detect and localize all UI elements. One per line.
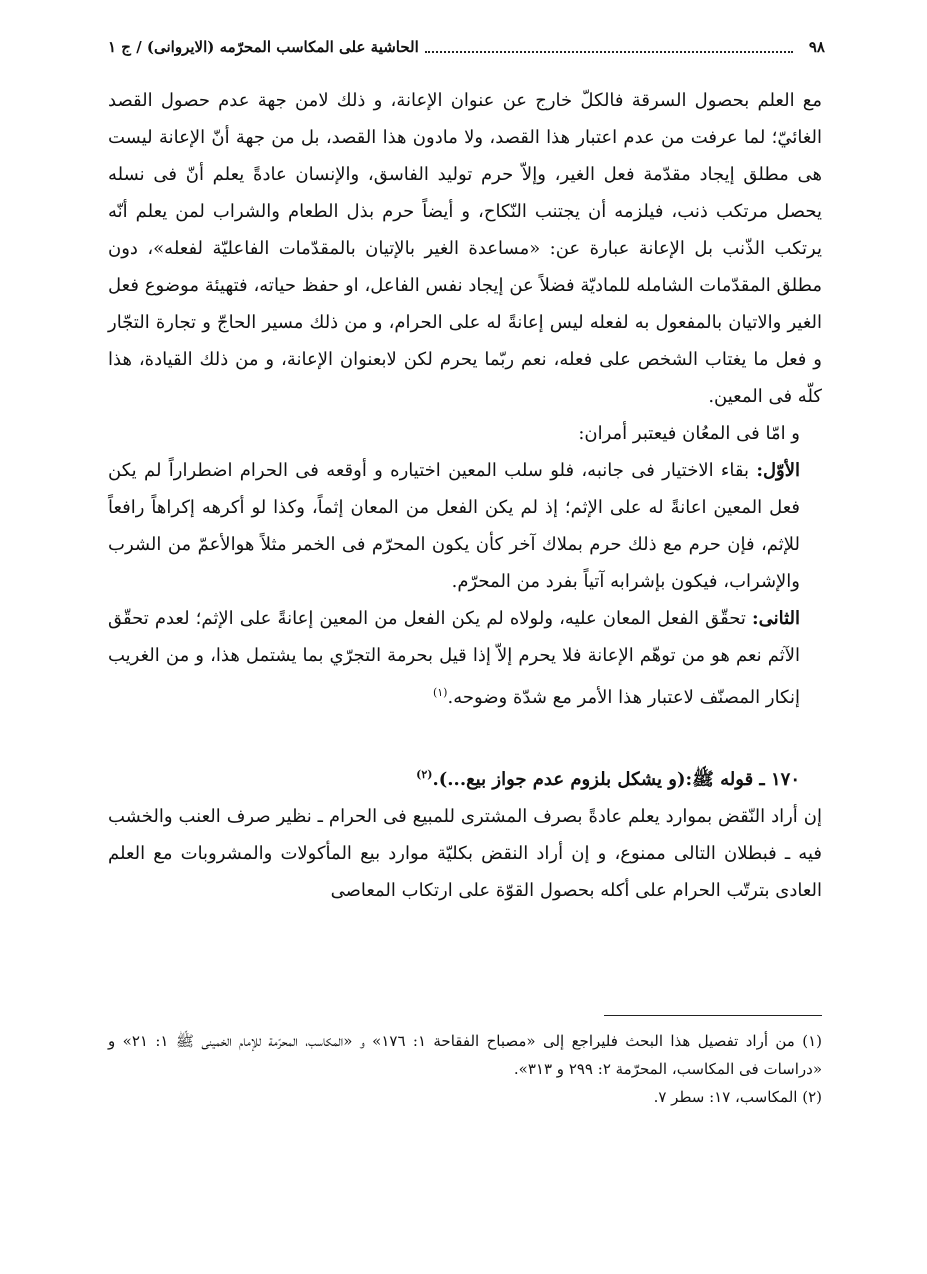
footnotes — [108, 1027, 822, 1111]
running-header — [108, 34, 825, 60]
header-dot-leader — [425, 41, 793, 53]
lead-first: الأوّل: — [756, 460, 800, 481]
paragraph-second-condition: الثانى: تحقّق الفعل المعان عليه، ولولاه لم يكن الفعل من المعين إعانةً على الإثم؛ لعدم تحقّق الآثم نعم هو من توهّم الإعانة فلا يحرم إلاّ إذا قيل بحرمة التجرّي بما يشتمل هذا، و من الغريب إنكار المصنّف لاعتبار هذا الأمر مع شدّة وضوحه.$^{(١)}$ — [108, 608, 801, 708]
footnote-ref-1: (١) — [432, 686, 448, 699]
paragraph-muan: و امّا فى المعُان فيعتبر أمران: — [578, 423, 800, 444]
paragraph-naqd: إن أراد النّقض بموارد يعلم عادةً بصرف المشترى للمبيع فى الحرام ـ نظير صرف العنب والخشب فيه ـ فبطلان التالى ممنوع، و إن أراد النقض بكليّة موارد بيع المأكولات والمشروبات مع العلم العادى بترتّب الحرام على أكله بحصول القوّة على ارتكاب المعاصى — [108, 806, 822, 901]
page-number: ٩٨ — [808, 38, 825, 56]
section-gap — [108, 716, 822, 756]
paragraph-intro: مع العلم بحصول السرقة فالكلّ خارج عن عنوان الإعانة، و ذلك لامن جهة عدم حصول القصد الغائيّ؛ لما عرفت من عدم اعتبار هذا القصد، ولا مادون هذا القصد، بل من جهة أنّ الإعانة ليست هى مطلق إيجاد مقدّمة فعل الغير، وإلاّ حرم توليد الفاسق، والإنسان عادةً يعلم أنّ فى نسله يحصل مرتكب ذنب، فيلزمه أن يجتنب النّكاح، و أيضاً حرم بذل الطعام والشراب لمن يعلم أنّه يرتكب الذّنب بل الإعانة عبارة عن: «مساعدة الغير بالإتيان بالمقدّمات الفاعليّة لفعله»، دون مطلق المقدّمات الشامله للماديّة فضلاً عن إيجاد نفس الفاعل، او حفظ حياته، فتهيئة موضوع فعل الغير والاتيان بالمفعول به لفعله ليس إعانةً له على الحرام، و من ذلك مسير الحاجّ و تجارة التجّار و فعل ما يغتاب الشخص على فعله، نعم ربّما يحرم لكن لابعنوان الإعانة، و من ذلك القيادة، هذا كلّه فى المعين. — [108, 90, 823, 407]
main-text — [108, 82, 822, 909]
footnote-1: (١) من أراد تفصيل هذا البحث فليراجع إلى «مصباح الفقاحة ١: ١٧٦» و «المكاسب، المحرّمة للإمام الخمينى ﷺ ١: ٢١» و «دراسات فى المكاسب، المحرّمة ٢: ٢٩٩ و ٣١٣». — [108, 1032, 822, 1078]
section-heading: ١٧٠ ـ قوله ﷺ:(و يشكل بلزوم عدم جواز بيع...).$^{(٢)}$ — [416, 768, 800, 790]
header-title: الحاشية على المكاسب المحرّمه (الايروانى) / ج ١ — [108, 38, 419, 56]
footnote-separator — [604, 1015, 822, 1016]
footnote-ref-2: (٢) — [416, 768, 433, 781]
lead-second: الثانى: — [751, 608, 800, 629]
footnote-2: (٢) المكاسب، ١٧: سطر ٧. — [653, 1088, 822, 1106]
paragraph-first-condition: الأوّل: بقاء الاختيار فى جانبه، فلو سلب المعين اختياره و أوقعه فى الحرام اضطراراً لم يكن فعل المعين اعانةً له على الإثم؛ إذ لم يكن الفعل من المعان إثماً، وكذا لو أكرهه إكراهاً رافعاً للإثم، فإن حرم مع ذلك حرم بملاك آخر كأن يكون المحرّم فى الخمر مثلاً هوالأعمّ من الشرب والإشراب، فيكون بإشرابه آتياً بفرد من المحرّم. — [108, 460, 800, 592]
